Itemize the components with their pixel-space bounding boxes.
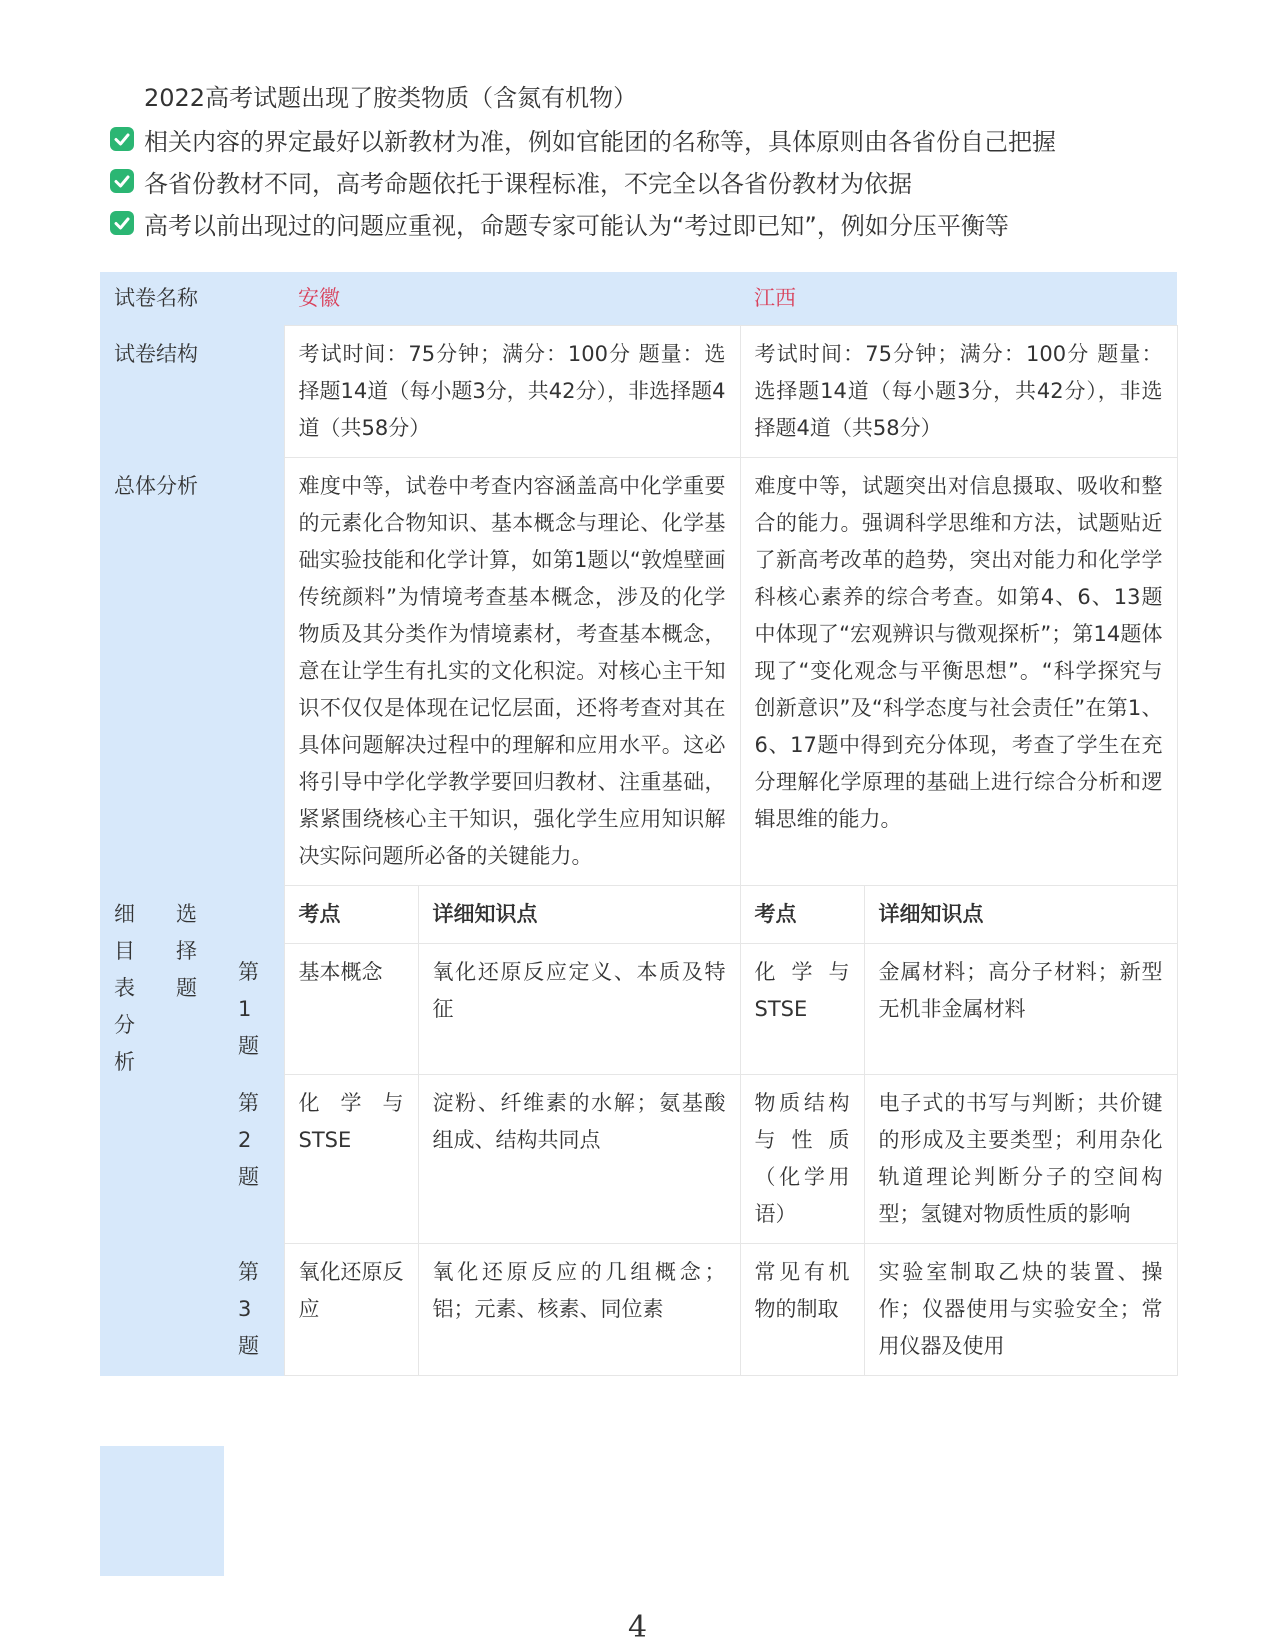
structure-jiangxi: 考试时间：75分钟；满分：100分 题量：选择题14道（每小题3分，共42分），非选择题4道（共58分）: [740, 326, 1177, 458]
structure-row: [100, 326, 1177, 458]
analysis-jiangxi: 难度中等，试题突出对信息摄取、吸收和整合的能力。强调科学思维和方法，试题贴近了新高考改革的趋势，突出对能力和化学学科核心素养的综合考查。如第4、6、13题中体现了“宏观辨识与微观探析”；第14题体现了“变化观念与平衡思想”。“科学探究与创新意识”及“科学态度与社会责任”在第1、6、17题中得到充分体现，考查了学生在充分理解化学原理的基础上进行综合分析和逻辑思维的能力。: [740, 458, 1177, 886]
col-point-anhui: 考点: [284, 886, 418, 944]
bullet-item: [110, 160, 1210, 202]
point-anhui: 基本概念: [284, 944, 418, 1075]
checkbox-checked-icon: [110, 127, 134, 151]
intro-section: [110, 78, 1210, 244]
point-jiangxi: 常见有机物的制取: [740, 1244, 864, 1376]
table-row: [100, 944, 1177, 1075]
question-label: 第1题: [224, 944, 284, 1075]
point-anhui: 化学与STSE: [284, 1075, 418, 1244]
col-detail-jiangxi: 详细知识点: [864, 886, 1177, 944]
detail-anhui: 淀粉、纤维素的水解；氨基酸组成、结构共同点: [418, 1075, 740, 1244]
detail-jiangxi: 电子式的书写与判断；共价键的形成及主要类型；利用杂化轨道理论判断分子的空间构型；氢键对物质性质的影响: [864, 1075, 1177, 1244]
detail-jiangxi: 实验室制取乙炔的装置、操作；仪器使用与实验安全；常用仪器及使用: [864, 1244, 1177, 1376]
detail-anhui: 氧化还原反应的几组概念；铝；元素、核素、同位素: [418, 1244, 740, 1376]
structure-anhui: 考试时间：75分钟；满分：100分 题量：选择题14道（每小题3分，共42分），非选择题4道（共58分）: [284, 326, 740, 458]
question-label: 第2题: [224, 1075, 284, 1244]
label-column-tail: [100, 1446, 224, 1576]
point-anhui: 氧化还原反应: [284, 1244, 418, 1376]
checkbox-checked-icon: [110, 211, 134, 235]
label-paper-structure: 试卷结构: [100, 326, 284, 458]
empty-label-cell: [224, 886, 284, 944]
label-paper-name: 试卷名称: [100, 272, 284, 326]
col-point-jiangxi: 考点: [740, 886, 864, 944]
bullet-text: 高考以前出现过的问题应重视，命题专家可能认为“考过即已知”，例如分压平衡等: [144, 211, 1009, 240]
table-row: [100, 1075, 1177, 1244]
label-choice-questions: 选择题: [162, 886, 224, 1376]
point-jiangxi: 物质结构与性质（化学用语）: [740, 1075, 864, 1244]
detail-anhui: 氧化还原反应定义、本质及特征: [418, 944, 740, 1075]
intro-title: 2022高考试题出现了胺类物质（含氮有机物）: [144, 84, 638, 112]
table-header-row: [100, 272, 1177, 326]
bullet-text: 各省份教材不同，高考命题依托于课程标准，不完全以各省份教材为依据: [144, 169, 912, 198]
comparison-table: [100, 272, 1178, 1376]
table-row: [100, 1244, 1177, 1376]
province-jiangxi: 江西: [740, 272, 1177, 326]
bullet-item: [110, 118, 1210, 160]
analysis-row: [100, 458, 1177, 886]
detail-jiangxi: 金属材料；高分子材料；新型无机非金属材料: [864, 944, 1177, 1075]
label-detail-analysis: 细目表分析: [100, 886, 162, 1376]
detail-header-row: [100, 886, 1177, 944]
question-label: 第3题: [224, 1244, 284, 1376]
point-jiangxi: 化学与STSE: [740, 944, 864, 1075]
analysis-anhui: 难度中等，试卷中考查内容涵盖高中化学重要的元素化合物知识、基本概念与理论、化学基础实验技能和化学计算，如第1题以“敦煌壁画传统颜料”为情境考查基本概念，涉及的化学物质及其分类作为情境素材，考查基本概念，意在让学生有扎实的文化积淀。对核心主干知识不仅仅是体现在记忆层面，还将考查对其在具体问题解决过程中的理解和应用水平。这必将引导中学化学教学要回归教材、注重基础，紧紧围绕核心主干知识，强化学生应用知识解决实际问题所必备的关键能力。: [284, 458, 740, 886]
bullet-item: [110, 202, 1210, 244]
page-number: 4: [627, 1610, 648, 1645]
col-detail-anhui: 详细知识点: [418, 886, 740, 944]
label-overall-analysis: 总体分析: [100, 458, 284, 886]
checkbox-checked-icon: [110, 169, 134, 193]
bullet-text: 相关内容的界定最好以新教材为准，例如官能团的名称等，具体原则由各省份自己把握: [144, 127, 1056, 156]
province-anhui: 安徽: [284, 272, 740, 326]
